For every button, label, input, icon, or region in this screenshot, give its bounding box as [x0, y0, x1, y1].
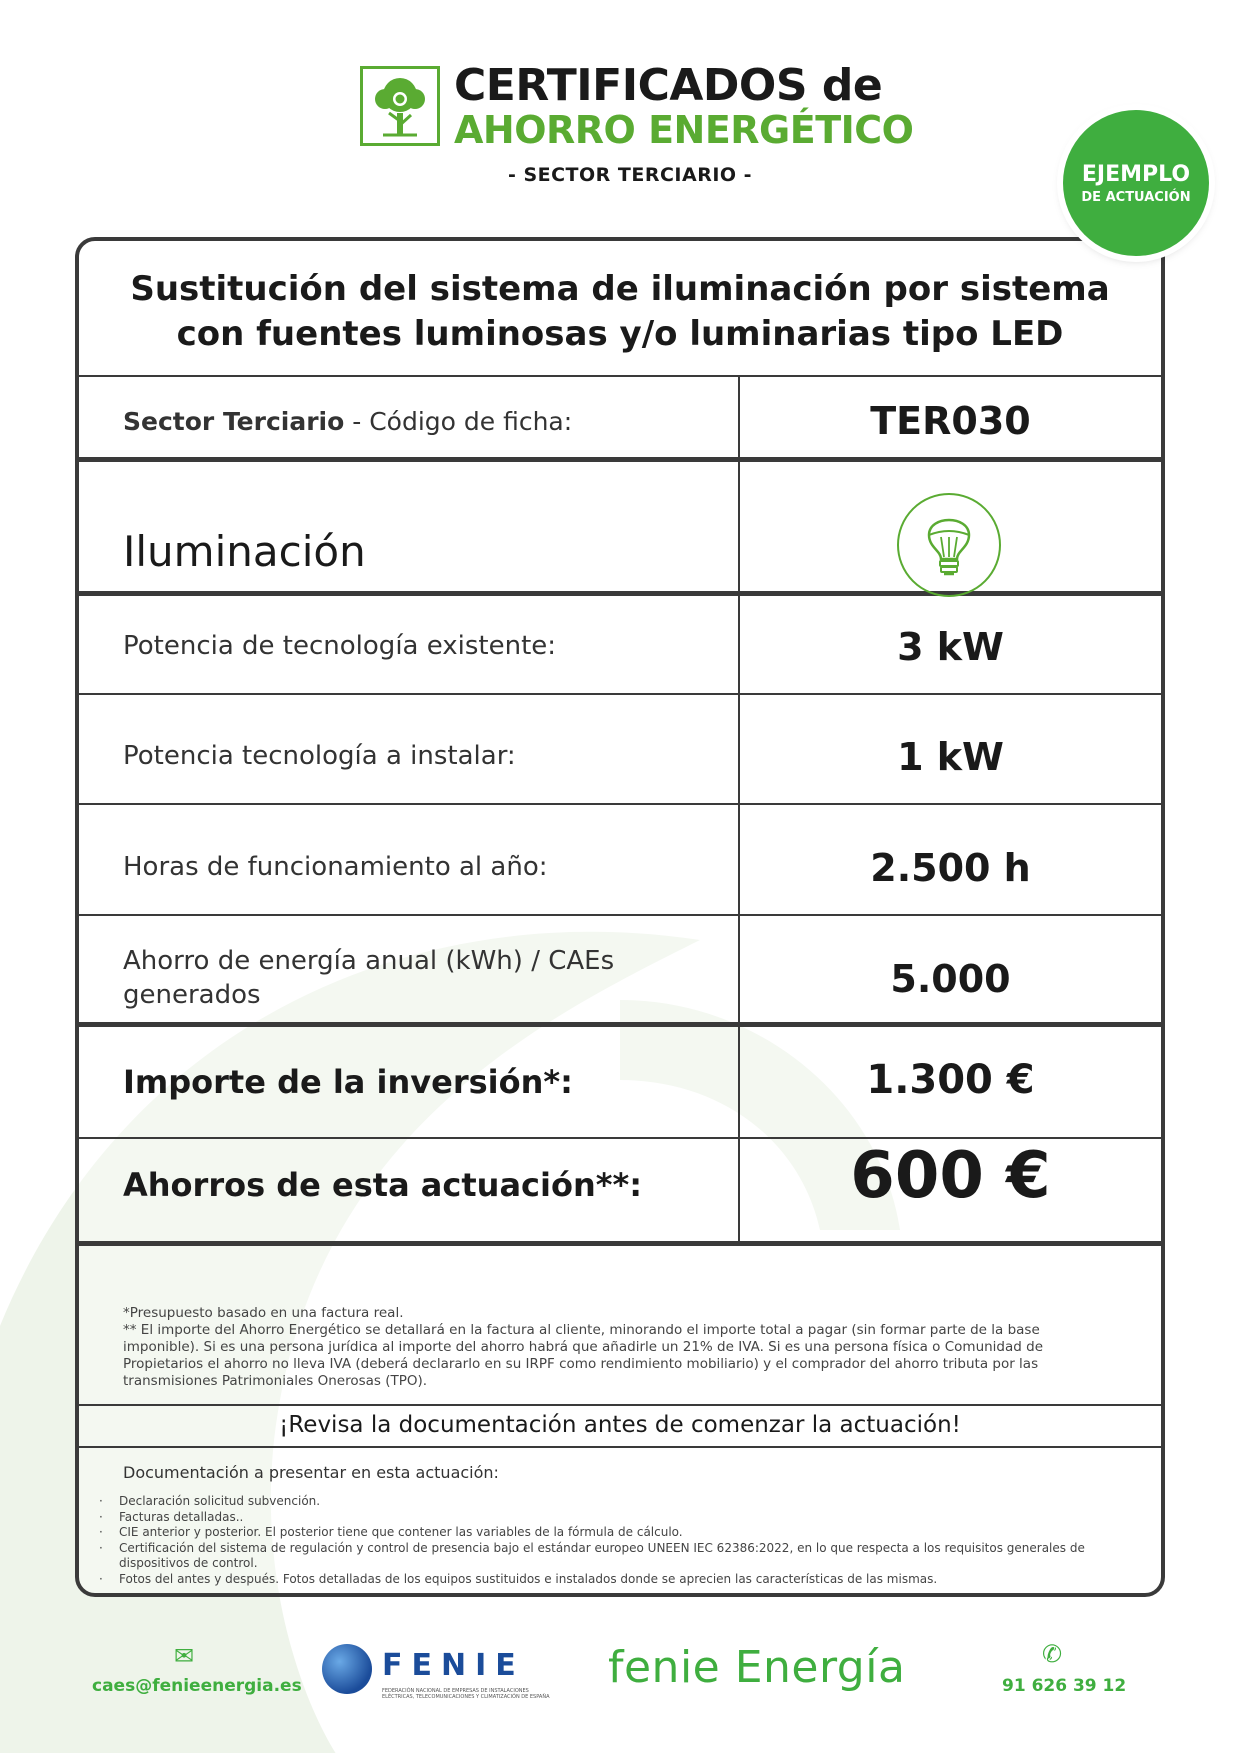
contact-email[interactable]: caes@fenieenergia.es [92, 1676, 302, 1696]
header [360, 60, 914, 192]
lightbulb-icon [897, 493, 1001, 597]
envelope-icon: ✉ [174, 1642, 195, 1670]
sector-code: TER030 [870, 399, 1031, 443]
list-item: · Certificación del sistema de regulación y control de presencia bajo el estándar europeo UNEEN IEC 62386:2022, en lo que respecta a los requisitos generales de dispositivos de control. [99, 1541, 1111, 1572]
column-divider [738, 375, 740, 1245]
savings-label: Ahorros de esta actuación**: [123, 1166, 642, 1204]
divider [79, 803, 1161, 805]
list-item: · Fotos del antes y después. Fotos detalladas de los equipos sustituidos e instalados donde se aprecien las características de las mismas. [99, 1572, 1111, 1588]
example-badge: EJEMPLO DE ACTUACIÓN [1063, 110, 1209, 256]
list-item: · Facturas detalladas.. [99, 1510, 1111, 1526]
fenie-logo: FENIE FEDERACIÓN NACIONAL DE EMPRESAS DE INSTALACIONES ELÉCTRICAS, TELECOMUNICACIONES Y CLIMATIZACIÓN DE ESPAÑA [322, 1632, 562, 1722]
brand-subtitle: AHORRO ENERGÉTICO [454, 108, 914, 152]
divider [79, 693, 1161, 695]
divider [79, 375, 1161, 377]
list-item: · Declaración solicitud subvención. [99, 1494, 1111, 1510]
divider [79, 457, 1161, 462]
hours-value: 2.500 h [870, 846, 1031, 890]
contact-phone[interactable]: 91 626 39 12 [1002, 1676, 1127, 1696]
existing-power-label: Potencia de tecnología existente: [123, 631, 557, 661]
documentation-list [99, 1494, 1111, 1587]
globe-icon [322, 1644, 372, 1694]
energy-saving-label: Ahorro de energía anual (kWh) / CAEs generados [123, 946, 615, 1010]
footer [0, 1620, 1240, 1730]
documentation-title: Documentación a presentar en esta actuación: [123, 1463, 499, 1482]
hours-label: Horas de funcionamiento al año: [123, 852, 548, 882]
investment-label: Importe de la inversión*: [123, 1063, 573, 1101]
measure-card [75, 237, 1165, 1597]
list-item: · CIE anterior y posterior. El posterior tiene que contener las variables de la fórmula de cálculo. [99, 1525, 1111, 1541]
documentation-warning: ¡Revisa la documentación antes de comenzar la actuación! [279, 1412, 961, 1438]
install-power-value: 1 kW [897, 735, 1004, 779]
tree-icon [363, 69, 437, 143]
logo [360, 66, 440, 146]
savings-value: 600 € [850, 1139, 1051, 1213]
divider [79, 914, 1161, 916]
divider [79, 1404, 1161, 1406]
brand-title: CERTIFICADOS de [454, 60, 883, 111]
energy-saving-value: 5.000 [890, 957, 1011, 1001]
footnotes: *Presupuesto basado en una factura real. ** El importe del Ahorro Energético se detallará en la factura al cliente, minorando el importe total a pagar (sin formar parte de la base imponible). Si es una persona jurídica al importe del ahorro habrá que añadirle un 21% de IVA. Si es una persona física o Comunidad de Propietarios el ahorro no lleva IVA (deberá declararlo en su IRPF como rendimiento mobiliario) y el comprador del ahorro tributa por las transmisiones Patrimoniales Onerosas (TPO). [123, 1305, 1044, 1389]
fenie-energia-logo: fenie Energía [608, 1642, 906, 1693]
install-power-label: Potencia tecnología a instalar: [123, 741, 516, 771]
divider [79, 1241, 1161, 1246]
divider [79, 1022, 1161, 1027]
sector-label: Sector Terciario - Código de ficha: [123, 407, 573, 436]
sector-subtitle: - SECTOR TERCIARIO - [507, 164, 753, 186]
divider [79, 1446, 1161, 1448]
card-title: Sustitución del sistema de iluminación por sistema con fuentes luminosas y/o luminarias tipo LED [130, 269, 1110, 354]
phone-icon: ✆ [1042, 1640, 1063, 1668]
category-label: Iluminación [123, 527, 366, 576]
investment-value: 1.300 € [866, 1057, 1035, 1103]
existing-power-value: 3 kW [897, 625, 1004, 669]
